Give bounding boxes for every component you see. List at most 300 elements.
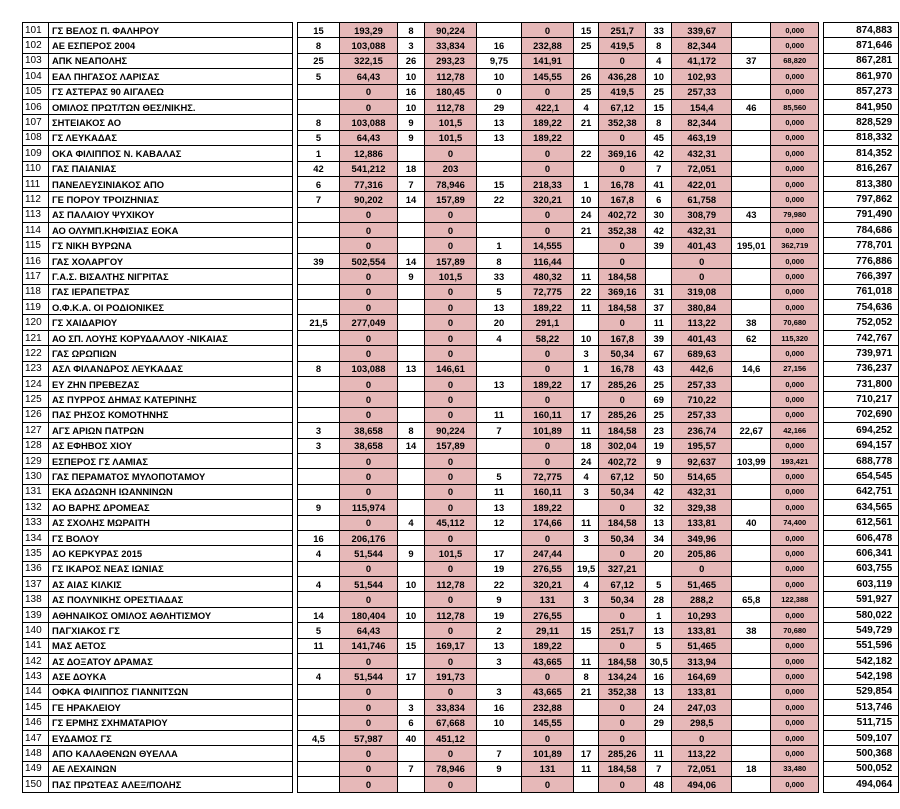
pts-5-cell: 45 [646,130,672,145]
pts-4-cell: 21 [574,223,599,238]
score-5-cell: 710,22 [672,392,732,407]
pts-5-cell [646,561,672,576]
total-cell: 529,854 [824,684,899,699]
table-row [23,561,899,576]
score-1-cell: 0 [340,99,398,114]
table-row [23,669,899,684]
score-2-cell: 101,5 [425,546,477,561]
score-4-cell: 67,12 [599,577,646,592]
score-2-cell: 0 [425,746,477,761]
pts-1-cell [298,684,340,699]
score-3-cell: 0 [522,23,574,38]
score-3-cell: 247,44 [522,546,574,561]
total-cell: 642,751 [824,484,899,499]
pts-5-cell: 5 [646,577,672,592]
pts-5-cell: 42 [646,484,672,499]
score-3-cell: 131 [522,761,574,776]
rank-cell: 130 [23,469,49,484]
pts-6-cell [732,669,771,684]
club-name-cell: ΑΟ ΟΛΥΜΠ.ΚΗΦΙΣΙΑΣ ΕΟΚΑ [49,223,293,238]
pts-4-cell: 1 [574,361,599,376]
pts-6-cell [732,500,771,515]
total-cell: 603,755 [824,561,899,576]
club-name-cell: ΓΣ ΕΡΜΗΣ ΣΧΗΜΑΤΑΡΙΟΥ [49,715,293,730]
pts-3-cell: 13 [477,638,522,653]
pts-2-cell [398,238,425,253]
pts-4-cell: 17 [574,407,599,422]
pts-4-cell [574,315,599,330]
score-2-cell: 0 [425,207,477,222]
score-1-cell: 0 [340,715,398,730]
score-1-cell: 541,212 [340,161,398,176]
rank-cell: 121 [23,330,49,345]
pts-5-cell: 39 [646,330,672,345]
total-cell: 797,862 [824,192,899,207]
score-4-cell: 352,38 [599,223,646,238]
club-name-cell: ΑΣΛ ΦΙΛΑΝΔΡΟΣ ΛΕΥΚΑΔΑΣ [49,361,293,376]
score-3-cell: 320,21 [522,577,574,592]
table-row [23,161,899,176]
table-row [23,515,899,530]
rank-cell: 104 [23,69,49,84]
score-4-cell: 0 [599,392,646,407]
pts-1-cell [298,223,340,238]
pts-4-cell: 10 [574,192,599,207]
table-row [23,346,899,361]
club-name-cell: ΓΑΣ ΩΡΩΠΙΩΝ [49,346,293,361]
rank-cell: 136 [23,561,49,576]
pts-5-cell: 29 [646,715,672,730]
score-1-cell: 141,746 [340,638,398,653]
pts-6-cell [732,638,771,653]
rank-cell: 124 [23,376,49,391]
pts-1-cell [298,746,340,761]
rank-cell: 127 [23,423,49,438]
score-1-cell: 90,202 [340,192,398,207]
score-4-cell: 0 [599,607,646,622]
score-1-cell: 103,088 [340,115,398,130]
score-6-cell: 0,000 [771,484,819,499]
pts-3-cell: 10 [477,69,522,84]
score-3-cell: 232,88 [522,700,574,715]
score-6-cell: 0,000 [771,23,819,38]
pts-2-cell: 14 [398,438,425,453]
score-6-cell: 0,000 [771,730,819,745]
rank-cell: 118 [23,284,49,299]
pts-3-cell [477,361,522,376]
pts-2-cell [398,392,425,407]
pts-6-cell [732,115,771,130]
total-cell: 791,490 [824,207,899,222]
pts-4-cell [574,607,599,622]
total-cell: 766,397 [824,269,899,284]
pts-2-cell [398,207,425,222]
score-6-cell: 0,000 [771,223,819,238]
score-1-cell: 51,544 [340,546,398,561]
pts-1-cell: 8 [298,38,340,53]
pts-5-cell: 9 [646,453,672,468]
pts-4-cell: 21 [574,684,599,699]
score-1-cell: 277,049 [340,315,398,330]
table-row [23,700,899,715]
score-3-cell: 0 [522,392,574,407]
pts-2-cell [398,469,425,484]
score-5-cell: 113,22 [672,746,732,761]
pts-3-cell: 29 [477,99,522,114]
score-4-cell: 184,58 [599,515,646,530]
score-4-cell: 402,72 [599,453,646,468]
score-6-cell: 0,000 [771,715,819,730]
club-name-cell: ΑΕ ΕΣΠΕΡΟΣ 2004 [49,38,293,53]
pts-1-cell [298,469,340,484]
club-name-cell: ΓΣ ΝΙΚΗ ΒΥΡΩΝΑ [49,238,293,253]
total-cell: 874,883 [824,23,899,38]
table-row [23,469,899,484]
pts-3-cell: 2 [477,623,522,638]
score-6-cell: 0,000 [771,376,819,391]
score-4-cell: 0 [599,638,646,653]
pts-2-cell [398,623,425,638]
rank-cell: 103 [23,53,49,68]
pts-4-cell [574,53,599,68]
score-4-cell: 184,58 [599,423,646,438]
club-name-cell: ΕΥ ΖΗΝ ΠΡΕΒΕΖΑΣ [49,376,293,391]
score-3-cell: 131 [522,592,574,607]
score-6-cell: 0,000 [771,176,819,191]
pts-2-cell: 18 [398,161,425,176]
pts-2-cell: 13 [398,361,425,376]
table-row [23,115,899,130]
score-5-cell: 133,81 [672,515,732,530]
score-4-cell: 67,12 [599,469,646,484]
score-5-cell: 689,63 [672,346,732,361]
score-2-cell: 157,89 [425,253,477,268]
score-4-cell: 0 [599,715,646,730]
pts-3-cell: 3 [477,684,522,699]
rank-cell: 138 [23,592,49,607]
score-4-cell: 369,16 [599,146,646,161]
pts-5-cell: 15 [646,99,672,114]
score-2-cell: 0 [425,654,477,669]
total-cell: 551,596 [824,638,899,653]
total-cell: 818,332 [824,130,899,145]
score-2-cell: 90,224 [425,23,477,38]
pts-2-cell: 26 [398,53,425,68]
club-name-cell: ΑΣ ΠΑΛΑΙΟΥ ΨΥΧΙΚΟΥ [49,207,293,222]
pts-2-cell [398,561,425,576]
score-3-cell: 0 [522,530,574,545]
club-name-cell: ΑΣ ΣΧΟΛΗΣ ΜΩΡΑΙΤΗ [49,515,293,530]
pts-5-cell [646,730,672,745]
club-name-cell: ΑΟ ΒΑΡΗΣ ΔΡΟΜΕΑΣ [49,500,293,515]
total-cell: 634,565 [824,500,899,515]
pts-4-cell [574,161,599,176]
pts-3-cell: 16 [477,38,522,53]
score-3-cell: 174,66 [522,515,574,530]
score-6-cell: 0,000 [771,253,819,268]
score-5-cell: 72,051 [672,761,732,776]
score-4-cell: 16,78 [599,176,646,191]
pts-3-cell [477,453,522,468]
pts-5-cell: 13 [646,684,672,699]
score-4-cell: 184,58 [599,300,646,315]
score-3-cell: 145,55 [522,69,574,84]
pts-1-cell [298,592,340,607]
club-name-cell: ΑΣ ΕΦΗΒΟΣ ΧΙΟΥ [49,438,293,453]
pts-6-cell: 14,6 [732,361,771,376]
score-6-cell: 79,980 [771,207,819,222]
table-row [23,84,899,99]
pts-4-cell [574,500,599,515]
score-4-cell: 0 [599,777,646,792]
pts-5-cell [646,269,672,284]
pts-2-cell [398,484,425,499]
score-2-cell: 112,78 [425,69,477,84]
score-5-cell: 0 [672,269,732,284]
total-cell: 861,970 [824,69,899,84]
score-3-cell: 276,55 [522,561,574,576]
score-4-cell: 352,38 [599,115,646,130]
score-2-cell: 0 [425,315,477,330]
score-2-cell: 0 [425,592,477,607]
score-5-cell: 247,03 [672,700,732,715]
pts-4-cell [574,777,599,792]
score-4-cell: 134,24 [599,669,646,684]
score-3-cell: 160,11 [522,407,574,422]
pts-3-cell [477,777,522,792]
pts-6-cell [732,192,771,207]
pts-6-cell [732,392,771,407]
table-row [23,300,899,315]
score-6-cell: 0,000 [771,38,819,53]
table-row [23,592,899,607]
pts-6-cell: 43 [732,207,771,222]
score-2-cell: 45,112 [425,515,477,530]
score-5-cell: 92,637 [672,453,732,468]
pts-3-cell: 9,75 [477,53,522,68]
score-5-cell: 288,2 [672,592,732,607]
score-4-cell: 251,7 [599,23,646,38]
total-cell: 742,767 [824,330,899,345]
rank-cell: 148 [23,746,49,761]
pts-3-cell [477,530,522,545]
score-3-cell: 422,1 [522,99,574,114]
score-6-cell: 27,156 [771,361,819,376]
score-6-cell: 115,320 [771,330,819,345]
score-3-cell: 14,555 [522,238,574,253]
total-cell: 736,237 [824,361,899,376]
score-4-cell: 419,5 [599,38,646,53]
score-4-cell: 302,04 [599,438,646,453]
club-name-cell: ΑΣΕ ΔΟΥΚΑ [49,669,293,684]
pts-1-cell [298,654,340,669]
score-4-cell: 50,34 [599,346,646,361]
pts-5-cell: 48 [646,777,672,792]
pts-4-cell: 3 [574,346,599,361]
total-cell: 871,646 [824,38,899,53]
score-5-cell: 257,33 [672,84,732,99]
pts-5-cell: 30,5 [646,654,672,669]
score-2-cell: 0 [425,407,477,422]
pts-5-cell: 11 [646,746,672,761]
score-5-cell: 298,5 [672,715,732,730]
pts-6-cell [732,530,771,545]
rank-cell: 150 [23,777,49,792]
total-cell: 778,701 [824,238,899,253]
pts-1-cell [298,376,340,391]
score-3-cell: 101,89 [522,423,574,438]
rank-cell: 129 [23,453,49,468]
score-5-cell: 401,43 [672,238,732,253]
pts-4-cell: 24 [574,453,599,468]
club-name-cell: ΠΑΝΕΛΕΥΣΙΝΙΑΚΟΣ ΑΠΟ [49,176,293,191]
pts-5-cell: 10 [646,69,672,84]
score-2-cell: 78,946 [425,176,477,191]
score-6-cell: 70,680 [771,623,819,638]
pts-6-cell [732,146,771,161]
score-2-cell: 33,834 [425,700,477,715]
score-6-cell: 0,000 [771,469,819,484]
score-4-cell: 285,26 [599,746,646,761]
score-2-cell: 90,224 [425,423,477,438]
pts-1-cell: 5 [298,130,340,145]
score-1-cell: 502,554 [340,253,398,268]
total-cell: 500,368 [824,746,899,761]
score-4-cell: 0 [599,546,646,561]
pts-6-cell [732,546,771,561]
score-5-cell: 319,08 [672,284,732,299]
score-6-cell: 70,680 [771,315,819,330]
score-6-cell: 0,000 [771,115,819,130]
table-row [23,330,899,345]
score-2-cell: 157,89 [425,438,477,453]
score-5-cell: 494,06 [672,777,732,792]
table-row [23,269,899,284]
pts-2-cell [398,453,425,468]
club-name-cell: ΓΣ ΛΕΥΚΑΔΑΣ [49,130,293,145]
score-3-cell: 189,22 [522,500,574,515]
score-3-cell: 0 [522,146,574,161]
pts-2-cell: 8 [398,23,425,38]
club-name-cell: ΓΣ ΒΕΛΟΣ Π. ΦΑΛΗΡΟΥ [49,23,293,38]
score-1-cell: 180,404 [340,607,398,622]
score-2-cell: 157,89 [425,192,477,207]
score-6-cell: 0,000 [771,684,819,699]
score-5-cell: 154,4 [672,99,732,114]
pts-6-cell [732,654,771,669]
table-row [23,438,899,453]
pts-6-cell [732,715,771,730]
club-name-cell: ΓΑΣ ΠΑΙΑΝΙΑΣ [49,161,293,176]
pts-3-cell: 11 [477,484,522,499]
total-cell: 603,119 [824,577,899,592]
score-1-cell: 0 [340,223,398,238]
rank-cell: 114 [23,223,49,238]
score-6-cell: 74,400 [771,515,819,530]
total-cell: 784,686 [824,223,899,238]
rank-cell: 132 [23,500,49,515]
pts-1-cell [298,453,340,468]
score-6-cell: 0,000 [771,346,819,361]
total-cell: 606,341 [824,546,899,561]
club-name-cell: ΑΓΣ ΑΡΙΩΝ ΠΑΤΡΩΝ [49,423,293,438]
total-cell: 580,022 [824,607,899,622]
pts-5-cell: 13 [646,623,672,638]
club-name-cell: Ο.Φ.Κ.Α. ΟΙ ΡΟΔΙΟΝΙΚΕΣ [49,300,293,315]
pts-3-cell: 11 [477,407,522,422]
pts-4-cell [574,392,599,407]
pts-1-cell: 11 [298,638,340,653]
pts-3-cell [477,346,522,361]
pts-5-cell: 25 [646,84,672,99]
pts-1-cell [298,407,340,422]
table-row [23,130,899,145]
pts-6-cell [732,84,771,99]
club-name-cell: ΑΕ ΛΕΧΑΙΝΩΝ [49,761,293,776]
score-2-cell: 451,12 [425,730,477,745]
score-4-cell: 0 [599,53,646,68]
score-4-cell: 352,38 [599,684,646,699]
score-3-cell: 480,32 [522,269,574,284]
pts-6-cell: 18 [732,761,771,776]
rank-cell: 140 [23,623,49,638]
score-1-cell: 0 [340,207,398,222]
pts-4-cell: 15 [574,23,599,38]
table-row [23,777,899,792]
club-name-cell: ΓΣ ΑΣΤΕΡΑΣ 90 ΑΙΓΑΛΕΩ [49,84,293,99]
score-6-cell: 122,388 [771,592,819,607]
score-1-cell: 0 [340,654,398,669]
pts-3-cell: 5 [477,469,522,484]
rank-cell: 144 [23,684,49,699]
score-2-cell: 67,668 [425,715,477,730]
club-name-cell: ΑΣ ΠΥΡΡΟΣ ΔΗΜΑΣ ΚΑΤΕΡΙΝΗΣ [49,392,293,407]
pts-5-cell: 24 [646,700,672,715]
score-1-cell: 0 [340,453,398,468]
rank-cell: 134 [23,530,49,545]
pts-3-cell: 9 [477,592,522,607]
score-1-cell: 38,658 [340,438,398,453]
score-6-cell: 0,000 [771,84,819,99]
pts-6-cell: 46 [732,99,771,114]
score-5-cell: 195,57 [672,438,732,453]
club-name-cell: ΓΣ ΙΚΑΡΟΣ ΝΕΑΣ ΙΩΝΙΑΣ [49,561,293,576]
pts-5-cell: 41 [646,176,672,191]
score-5-cell: 432,31 [672,484,732,499]
score-1-cell: 77,316 [340,176,398,191]
score-3-cell: 0 [522,669,574,684]
score-4-cell: 419,5 [599,84,646,99]
pts-5-cell: 5 [646,638,672,653]
score-2-cell: 112,78 [425,99,477,114]
pts-3-cell: 8 [477,253,522,268]
pts-1-cell [298,269,340,284]
score-6-cell: 0,000 [771,269,819,284]
table-body [23,23,899,793]
total-cell: 816,267 [824,161,899,176]
score-3-cell: 320,21 [522,192,574,207]
pts-4-cell: 17 [574,746,599,761]
pts-3-cell: 22 [477,192,522,207]
pts-3-cell: 19 [477,561,522,576]
score-2-cell: 0 [425,346,477,361]
pts-3-cell: 12 [477,515,522,530]
pts-5-cell: 67 [646,346,672,361]
pts-5-cell: 50 [646,469,672,484]
score-5-cell: 308,79 [672,207,732,222]
score-5-cell: 82,344 [672,115,732,130]
rank-cell: 146 [23,715,49,730]
